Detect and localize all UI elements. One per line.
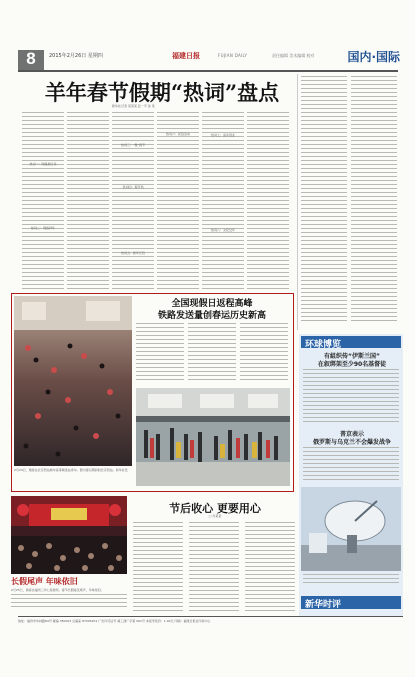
lead-subhead-2: 热词二：网络拜年 bbox=[30, 226, 55, 230]
workstyle-headline: 节后收心 更要用心 bbox=[169, 502, 261, 515]
festival-caption-lines bbox=[11, 594, 127, 610]
editor-line: 责任编辑 美术编辑 校对 bbox=[272, 53, 315, 58]
workstyle-text-col1 bbox=[133, 522, 183, 614]
commentary-title: 新华时评 bbox=[305, 600, 342, 610]
lead-subhead-6: 热词六：民俗活动 bbox=[165, 132, 190, 136]
travel-headline-1: 全国现假日返程高峰 bbox=[171, 299, 253, 309]
masthead: 福建日报 bbox=[172, 52, 200, 60]
right-text-col1 bbox=[301, 76, 347, 326]
sidebar-story1-headline-2: 在叙绑架至少90名基督徒 bbox=[317, 361, 387, 368]
column-divider bbox=[297, 74, 298, 330]
sidebar-story2-headline-1: 普京表示 bbox=[339, 431, 364, 438]
footer-text: 地址：福州市华林路84号 邮编 350003 总编室 87095201 广告许可证号 闽工商广字第 001号 本报零售价：1.00元 印刷：福建日报社印务中心 bbox=[18, 619, 211, 623]
date-line: 2015年2月26日 星期四 bbox=[49, 53, 103, 59]
lead-text-col2 bbox=[67, 112, 109, 292]
footer-rule bbox=[18, 616, 403, 617]
travel-headline-2: 铁路发送量创春运历史新高 bbox=[157, 311, 266, 321]
page-number: 8 bbox=[26, 49, 36, 68]
lead-subhead-4: 热词四：春节档 bbox=[122, 185, 144, 189]
station-photo bbox=[136, 388, 290, 486]
lead-subhead-3: 热词三：“微”春节 bbox=[120, 143, 146, 147]
sidebar-story1-text bbox=[303, 369, 399, 427]
header-rule bbox=[18, 70, 398, 72]
crowd-photo bbox=[14, 296, 132, 466]
section-title: 国内·国际 bbox=[347, 50, 400, 64]
festival-photo bbox=[11, 496, 127, 574]
sidebar-photo-caption bbox=[303, 574, 399, 588]
lead-headline: 羊年春节假期“热词”盘点 bbox=[44, 80, 280, 105]
sidebar-story2-headline-2: 俄罗斯与乌克兰不会爆发战争 bbox=[312, 439, 391, 446]
lead-byline: 新华社记者 某某某 张一平 孙 某 bbox=[112, 104, 155, 108]
lead-subhead-8: 热词八：文化过年 bbox=[210, 228, 235, 232]
workstyle-text-col2 bbox=[189, 522, 239, 614]
lead-subhead-7: 热词七：返乡创业 bbox=[210, 133, 235, 137]
right-text-col2 bbox=[351, 76, 397, 326]
lead-subhead-5: 热词五：新年红包 bbox=[120, 251, 145, 255]
lead-subhead-1: 热词一：网络抢红包 bbox=[29, 162, 57, 166]
travel-text-col2 bbox=[188, 323, 236, 385]
festival-caption: 2月25日，游客在福州三坊七巷游玩。春节长假接近尾声，年味依旧。 bbox=[11, 588, 104, 592]
lead-text-col5 bbox=[202, 112, 244, 292]
sidebar-story1-headline-1: 有組织传“伊斯兰国” bbox=[324, 353, 380, 360]
workstyle-byline: □ 许某某 bbox=[208, 514, 222, 518]
global-title: 环球博览 bbox=[305, 340, 342, 350]
festival-title: 长假尾声 年味依旧 bbox=[11, 576, 78, 586]
satellite-dish-photo bbox=[301, 487, 401, 571]
lead-text-col4 bbox=[157, 112, 199, 292]
sidebar-story2-text bbox=[303, 447, 399, 485]
lead-text-col3 bbox=[112, 112, 154, 292]
travel-text-col1 bbox=[136, 323, 184, 385]
travel-text-col3 bbox=[240, 323, 288, 385]
lead-text-col1 bbox=[22, 112, 64, 292]
lead-text-col6 bbox=[247, 112, 289, 292]
crowd-photo-caption: 2月24日，旅客在北京西站候车室等候进站乘车。图为春运期间的北京西站。新华社发 bbox=[14, 468, 128, 472]
masthead-pinyin: FUJIAN DAILY bbox=[218, 53, 248, 58]
workstyle-text-col3 bbox=[245, 522, 295, 614]
